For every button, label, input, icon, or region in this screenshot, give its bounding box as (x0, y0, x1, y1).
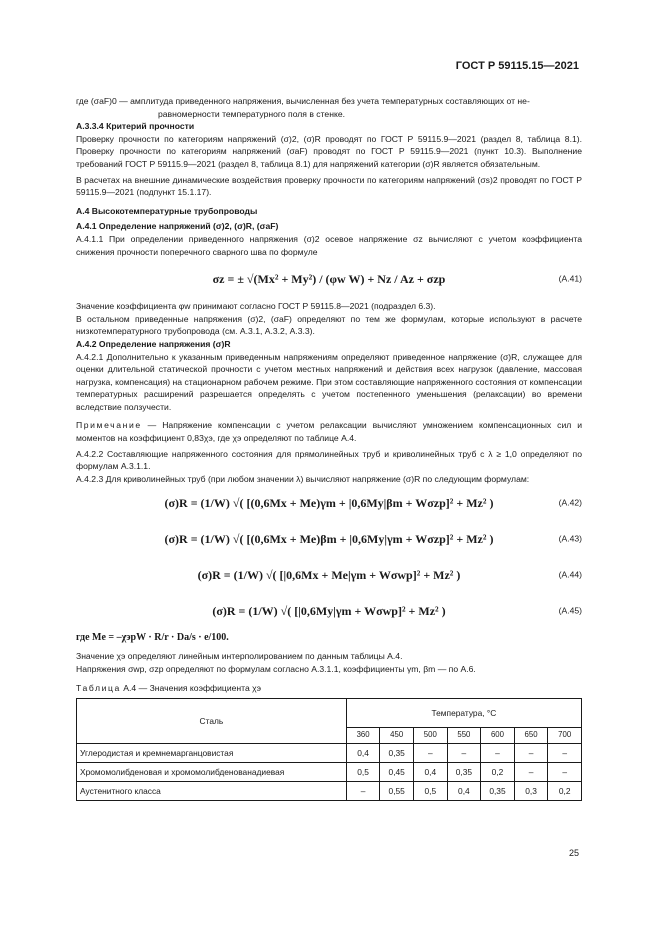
temp-cell: 550 (447, 728, 481, 744)
value-cell: 0,3 (514, 782, 548, 801)
page-content (76, 95, 582, 801)
formula-expression: (σ)R = (1/W) √( [(0,6Mx + Mе)γm + |0,6My|βm + Wσzp]² + Mz² ) (164, 496, 494, 511)
note-label: Примечание (76, 420, 142, 431)
formula-expression: (σ)R = (1/W) √( [(0,6Mx + Mе)βm + |0,6My|γm + Wσzp]² + Mz² ) (164, 532, 494, 547)
heading-a41: А.4.1 Определение напряжений (σ)2, (σ)R, (σaF) (76, 221, 279, 232)
value-cell: 0,2 (481, 763, 515, 782)
formula-number: (А.44) (558, 570, 582, 581)
value-cell: 0,35 (481, 782, 515, 801)
value-cell: 0,4 (447, 782, 481, 801)
formula-number: (А.42) (558, 498, 582, 509)
temp-cell: 360 (346, 728, 380, 744)
temp-cell: 700 (548, 728, 582, 744)
paragraph-a423: А.4.2.3 Для криволинейных труб (при любом значении λ) вычисляют напряжение (σ)R по следующим формулам: (76, 473, 530, 484)
formula-number: (А.43) (558, 534, 582, 545)
value-cell: – (514, 744, 548, 763)
table-row (77, 782, 582, 801)
formula-expression: σz = ± √(Mx² + My²) / (φw W) + Nz / Az + σzp (212, 271, 446, 286)
table-row (77, 744, 582, 763)
paragraph-a334-1: Проверку прочности по категориям напряжений (σ)2, (σ)R проводят по ГОСТ Р 59115.9—2021 (раздел 8, таблица 8.1). Проверку прочности по категориям напряжений (σaF) проводят по ГОСТ Р 59115.9—2021 (пункт 10.3). Выполнение требований ГОСТ Р 59115.9—2021 (раздел 8, таблица 8.1) для напряжений категории (σ)R является обязательным. (76, 133, 582, 169)
paragraph-a334-2: В расчетах на внешние динамические воздействия проверку прочности по категориям напряжений (σs)2 проводят по ГОСТ Р 59115.9—2021 (подпункт 15.1.17). (76, 174, 582, 198)
temp-cell: 450 (380, 728, 414, 744)
heading-a4: А.4 Высокотемпературные трубопроводы (76, 205, 258, 216)
where-intro: где (σaF)0 — амплитуда приведенного напряжения, вычисленная без учета температурных составляющих от не- (76, 96, 530, 106)
note (76, 419, 582, 444)
formula-number: (А.45) (558, 606, 582, 617)
formula-a42 (76, 485, 582, 521)
formula-expression: (σ)R = (1/W) √( [|0,6Mx + Mе|γm + Wσwp]² + Mz² ) (197, 568, 461, 583)
page-number: 25 (568, 848, 579, 858)
formula-a43 (76, 521, 582, 557)
table-caption-label: Таблица (76, 682, 121, 693)
formula-a44 (76, 557, 582, 593)
value-cell: 0,5 (346, 763, 380, 782)
header-temperature: Температура, °С (346, 699, 581, 728)
paragraph-chi: Значение χэ определяют линейным интерполированием по данным таблицы А.4. (76, 651, 403, 662)
formula-expression: (σ)R = (1/W) √( [|0,6My|γm + Wσwp]² + Mz² ) (212, 604, 446, 619)
table-caption (76, 682, 582, 695)
value-cell: 0,35 (447, 763, 481, 782)
heading-a334: А.3.3.4 Критерий прочности (76, 121, 195, 132)
value-cell: 0,4 (413, 763, 447, 782)
paragraph-stress: Напряжения σwp, σzp определяют по формулам согласно А.3.1.1, коэффициенты γm, βm — по А.6. (76, 664, 476, 675)
steel-name: Аустенитного класса (77, 782, 347, 801)
value-cell: 0,4 (346, 744, 380, 763)
value-cell: – (413, 744, 447, 763)
table-row (77, 763, 582, 782)
value-cell: 0,2 (548, 782, 582, 801)
value-cell: 0,5 (413, 782, 447, 801)
value-cell: – (548, 763, 582, 782)
heading-a42: А.4.2 Определение напряжения (σ)R (76, 338, 231, 349)
where-me: где Mе = –χэpW · R/r · Dа/s · e/100. (76, 632, 229, 644)
value-cell: 0,55 (380, 782, 414, 801)
note-text: — Напряжение компенсации с учетом релаксации вычисляют умножением компенсационных сил и моментов на коэффициент 0,83χэ, где χэ определяют по таблице А.4. (76, 420, 582, 444)
table-caption-text: А.4 — Значения коэффициента χэ (123, 682, 262, 693)
value-cell: – (346, 782, 380, 801)
where-continuation: равномерности температурного поля в стенке. (158, 108, 345, 119)
value-cell: 0,45 (380, 763, 414, 782)
value-cell: 0,35 (380, 744, 414, 763)
value-cell: – (548, 744, 582, 763)
value-cell: – (481, 744, 515, 763)
formula-number: (А.41) (558, 273, 582, 284)
formula-a41 (76, 258, 582, 300)
temp-cell: 600 (481, 728, 515, 744)
paragraph-rest: В остальном приведенные напряжения (σ)2, (σaF) определяют по тем же формулам, которые используют в расчете низкотемпературного трубопровода (см. А.3.1, А.3.2, А.3.3). (76, 313, 582, 337)
paragraph-coefficient: Значение коэффициента φw принимают согласно ГОСТ Р 59115.8—2021 (подраздел 6.3). (76, 301, 436, 312)
document-number: ГОСТ Р 59115.15—2021 (455, 60, 579, 72)
steel-name: Хромомолибденовая и хромомолибденованадиевая (77, 763, 347, 782)
header-steel: Сталь (77, 699, 347, 744)
paragraph-a422: А.4.2.2 Составляющие напряженного состояния для прямолинейных труб и криволинейных труб с λ ≥ 1,0 определяют по формулам А.3.1.1. (76, 448, 582, 472)
value-cell: – (447, 744, 481, 763)
coefficient-table (76, 698, 582, 801)
value-cell: – (514, 763, 548, 782)
steel-name: Углеродистая и кремнемарганцовистая (77, 744, 347, 763)
formula-a45 (76, 593, 582, 629)
temp-cell: 650 (514, 728, 548, 744)
paragraph-a411: А.4.1.1 При определении приведенного напряжения (σ)2 осевое напряжение σz вычисляют с учетом коэффициента снижения прочности поперечного сварного шва по формуле (76, 233, 582, 257)
paragraph-a421: А.4.2.1 Дополнительно к указанным приведенным напряжениям определяют приведенное напряжение (σ)R, служащее для оценки длительной статической прочности с учетом местных напряжений и действия всех нагрузок (давление, массовая нагрузка, компенсация) на стационарном рабочем режиме. При этом составляющие напряженного состояния от компенсации температурных расширений разрешается определять с учетом постепенного уменьшения (релаксации) во времени вследствие ползучести. (76, 351, 582, 412)
temp-cell: 500 (413, 728, 447, 744)
